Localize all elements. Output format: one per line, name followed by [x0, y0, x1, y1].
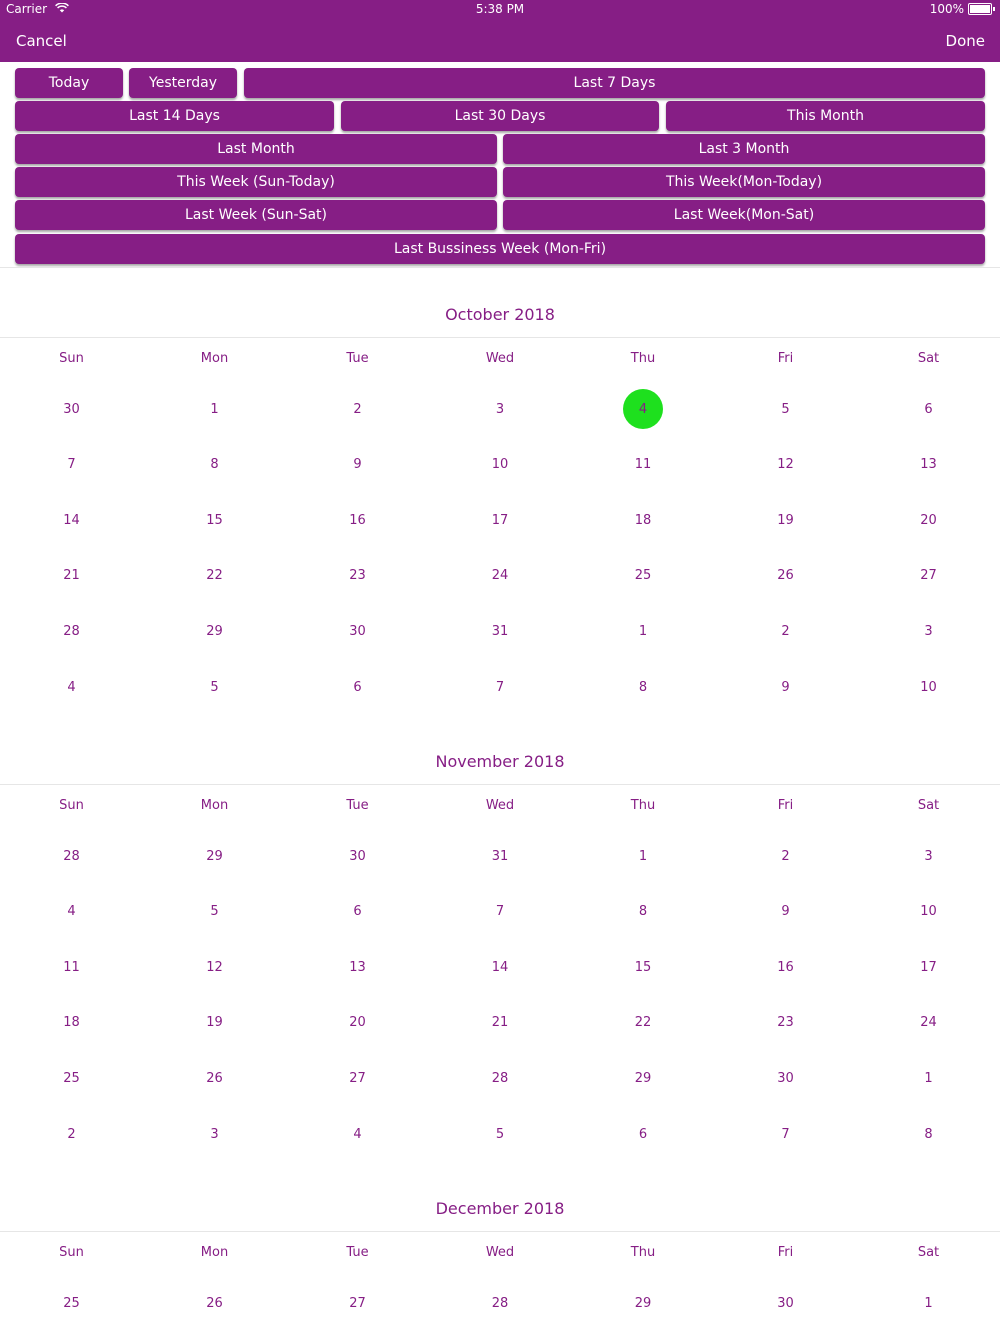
- last-business-week-button[interactable]: Last Bussiness Week (Mon-Fri): [15, 234, 985, 264]
- calendar-day[interactable]: 25: [63, 1070, 80, 1086]
- weekday-label: Tue: [346, 351, 369, 366]
- calendar-day[interactable]: 28: [63, 848, 80, 864]
- calendar-day[interactable]: 29: [634, 1070, 652, 1086]
- calendar-day[interactable]: 4: [67, 679, 76, 695]
- calendar-day[interactable]: 30: [777, 1070, 794, 1086]
- calendar-day[interactable]: 19: [206, 1015, 223, 1031]
- calendar-day[interactable]: 30: [349, 848, 366, 864]
- calendar-day[interactable]: 5: [210, 904, 219, 920]
- calendar-day[interactable]: 5: [781, 401, 790, 417]
- calendar-day[interactable]: 7: [781, 1126, 790, 1142]
- calendar-day[interactable]: 5: [210, 679, 219, 695]
- calendar-day[interactable]: 17: [491, 512, 509, 528]
- calendar-day[interactable]: 1: [210, 401, 219, 417]
- calendar-day[interactable]: 26: [206, 1070, 223, 1086]
- calendar-day[interactable]: 24: [920, 1015, 937, 1031]
- calendar-day[interactable]: 28: [63, 623, 80, 639]
- calendar-day[interactable]: 13: [349, 959, 366, 975]
- calendar-day[interactable]: 16: [349, 512, 366, 528]
- calendar-day[interactable]: 3: [210, 1126, 219, 1142]
- weekday-label: Sat: [917, 351, 940, 366]
- weekday-label: Fri: [777, 798, 794, 813]
- calendar-day[interactable]: 27: [920, 568, 937, 584]
- month-title: November 2018: [435, 752, 565, 771]
- calendar-day[interactable]: 14: [63, 512, 80, 528]
- last-month-button[interactable]: Last Month: [15, 134, 497, 164]
- cancel-button[interactable]: Cancel: [16, 32, 67, 50]
- calendar-day[interactable]: 3: [495, 401, 505, 417]
- calendar-day[interactable]: 1: [924, 1295, 933, 1311]
- battery-percent: 100%: [929, 2, 964, 16]
- weekday-label: Thu: [630, 1245, 656, 1260]
- calendar-day[interactable]: 21: [491, 1015, 509, 1031]
- calendar-day[interactable]: 8: [924, 1126, 933, 1142]
- status-time: 5:38 PM: [475, 2, 525, 16]
- calendar-day[interactable]: 6: [353, 679, 362, 695]
- calendar-day[interactable]: 22: [634, 1015, 652, 1031]
- calendar-day[interactable]: 20: [920, 512, 937, 528]
- battery-icon: [968, 3, 992, 15]
- calendar-day[interactable]: 27: [349, 1070, 366, 1086]
- today-button[interactable]: Today: [15, 68, 123, 98]
- month-divider: [0, 784, 1000, 785]
- calendar-day[interactable]: 7: [495, 679, 505, 695]
- calendar-day[interactable]: 6: [924, 401, 933, 417]
- calendar-day[interactable]: 22: [206, 568, 223, 584]
- calendar-day[interactable]: 30: [777, 1295, 794, 1311]
- weekday-label: Thu: [630, 798, 656, 813]
- calendar-day[interactable]: 11: [63, 959, 80, 975]
- calendar-day[interactable]: 9: [353, 457, 362, 473]
- done-button[interactable]: Done: [945, 32, 985, 50]
- weekday-label: Sun: [59, 1245, 84, 1260]
- calendar-day[interactable]: 28: [491, 1070, 509, 1086]
- status-carrier: Carrier: [6, 2, 69, 16]
- calendar-day[interactable]: 12: [777, 457, 794, 473]
- calendar-day[interactable]: 1: [924, 1070, 933, 1086]
- calendar-day[interactable]: 6: [638, 1126, 648, 1142]
- calendar-day[interactable]: 9: [781, 904, 790, 920]
- calendar-day[interactable]: 9: [781, 679, 790, 695]
- calendar-day[interactable]: 18: [63, 1015, 80, 1031]
- calendar-day[interactable]: 10: [491, 457, 509, 473]
- weekday-label: Mon: [200, 351, 229, 366]
- calendar-day[interactable]: 8: [638, 904, 648, 920]
- yesterday-button[interactable]: Yesterday: [129, 68, 237, 98]
- calendar-day[interactable]: 2: [353, 401, 362, 417]
- weekday-label: Wed: [485, 351, 515, 366]
- this-week-mon-today-button[interactable]: This Week(Mon-Today): [503, 167, 985, 197]
- weekday-label: Mon: [200, 798, 229, 813]
- calendar-day[interactable]: 2: [781, 623, 790, 639]
- calendar-day[interactable]: 4: [353, 1126, 362, 1142]
- calendar-day[interactable]: 21: [63, 568, 80, 584]
- calendar-day[interactable]: 14: [491, 959, 509, 975]
- last-7-days-button[interactable]: Last 7 Days: [244, 68, 985, 98]
- calendar-day[interactable]: 25: [63, 1295, 80, 1311]
- calendar-day[interactable]: 16: [777, 959, 794, 975]
- weekday-label: Sun: [59, 351, 84, 366]
- calendar-day[interactable]: 5: [495, 1126, 505, 1142]
- weekday-label: Wed: [485, 798, 515, 813]
- calendar-day[interactable]: 13: [920, 457, 937, 473]
- last-week-sun-sat-button[interactable]: Last Week (Sun-Sat): [15, 200, 497, 230]
- calendar-day[interactable]: 23: [777, 1015, 794, 1031]
- last-3-month-button[interactable]: Last 3 Month: [503, 134, 985, 164]
- calendar-day[interactable]: 7: [495, 904, 505, 920]
- divider: [0, 267, 1000, 268]
- calendar-day[interactable]: 19: [777, 512, 794, 528]
- calendar-day[interactable]: 7: [67, 457, 76, 473]
- calendar-day[interactable]: 4: [623, 389, 663, 429]
- weekday-label: Sun: [59, 798, 84, 813]
- month-title: October 2018: [445, 305, 555, 324]
- calendar-day[interactable]: 6: [353, 904, 362, 920]
- calendar-day[interactable]: 25: [634, 568, 652, 584]
- calendar-day[interactable]: 29: [206, 848, 223, 864]
- calendar-day[interactable]: 11: [634, 457, 652, 473]
- calendar-day[interactable]: 10: [920, 904, 937, 920]
- weekday-label: Sat: [917, 798, 940, 813]
- month-divider: [0, 337, 1000, 338]
- calendar-day[interactable]: 2: [781, 848, 790, 864]
- calendar-day[interactable]: 1: [638, 848, 648, 864]
- this-week-sun-today-button[interactable]: This Week (Sun-Today): [15, 167, 497, 197]
- calendar-day[interactable]: 29: [634, 1295, 652, 1311]
- calendar-day[interactable]: 3: [924, 623, 933, 639]
- calendar-day[interactable]: 3: [924, 848, 933, 864]
- calendar-day[interactable]: 27: [349, 1295, 366, 1311]
- calendar-day[interactable]: 26: [206, 1295, 223, 1311]
- month-divider: [0, 1231, 1000, 1232]
- month-title: December 2018: [435, 1199, 565, 1218]
- weekday-label: Tue: [346, 798, 369, 813]
- calendar-day[interactable]: 2: [67, 1126, 76, 1142]
- weekday-label: Fri: [777, 351, 794, 366]
- calendar-day[interactable]: 17: [920, 959, 937, 975]
- weekday-label: Sat: [917, 1245, 940, 1260]
- last-30-days-button[interactable]: Last 30 Days: [341, 101, 659, 131]
- last-week-mon-sat-button[interactable]: Last Week(Mon-Sat): [503, 200, 985, 230]
- calendar-day[interactable]: 8: [210, 457, 219, 473]
- calendar-day[interactable]: 30: [349, 623, 366, 639]
- calendar-day[interactable]: 10: [920, 679, 937, 695]
- calendar-day[interactable]: 18: [634, 512, 652, 528]
- calendar-day[interactable]: 28: [491, 1295, 509, 1311]
- calendar-day[interactable]: 29: [206, 623, 223, 639]
- last-14-days-button[interactable]: Last 14 Days: [15, 101, 334, 131]
- calendar-day[interactable]: 1: [638, 623, 648, 639]
- calendar-day[interactable]: 23: [349, 568, 366, 584]
- weekday-label: Wed: [485, 1245, 515, 1260]
- calendar-day[interactable]: 12: [206, 959, 223, 975]
- this-month-button[interactable]: This Month: [666, 101, 985, 131]
- calendar-day[interactable]: 15: [206, 512, 223, 528]
- calendar-day[interactable]: 8: [638, 679, 648, 695]
- weekday-label: Mon: [200, 1245, 229, 1260]
- calendar-day[interactable]: 31: [491, 623, 509, 639]
- navigation-bar: [0, 0, 1000, 62]
- weekday-label: Thu: [630, 351, 656, 366]
- calendar-day[interactable]: 24: [491, 568, 509, 584]
- calendar-day[interactable]: 30: [63, 401, 80, 417]
- calendar-day[interactable]: 26: [777, 568, 794, 584]
- calendar-day[interactable]: 15: [634, 959, 652, 975]
- weekday-label: Tue: [346, 1245, 369, 1260]
- calendar-day[interactable]: 20: [349, 1015, 366, 1031]
- calendar-day[interactable]: 31: [491, 848, 509, 864]
- status-battery: [930, 2, 992, 16]
- calendar-day[interactable]: 4: [67, 904, 76, 920]
- weekday-label: Fri: [777, 1245, 794, 1260]
